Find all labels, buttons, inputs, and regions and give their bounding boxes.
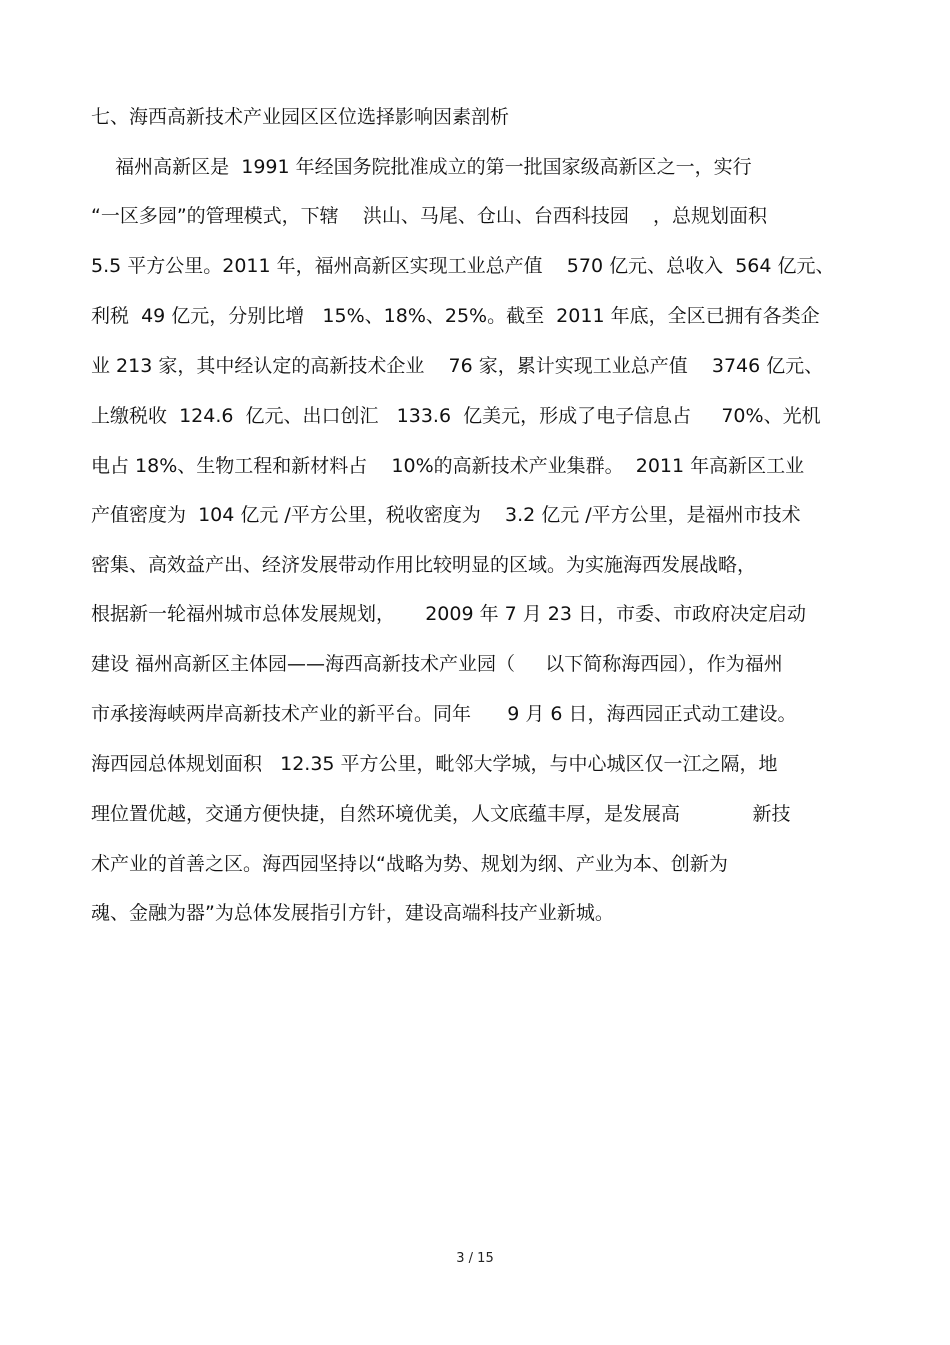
paragraph-line: 建设 福州高新区主体园——海西高新技术产业园（ 以下简称海西园），作为福州 bbox=[91, 653, 783, 675]
page-number: 3 / 15 bbox=[456, 1251, 494, 1266]
paragraph-line: 福州高新区是 1991 年经国务院批准成立的第一批国家级高新区之一，实行 bbox=[91, 156, 752, 178]
paragraph-line: 上缴税收 124.6 亿元、出口创汇 133.6 亿美元，形成了电子信息占 70%、光机 bbox=[91, 405, 821, 427]
paragraph-line: 利税 49 亿元，分别比增 15%、18%、25%。截至 2011 年底，全区已拥有各类企 bbox=[91, 305, 820, 327]
paragraph-line: 术产业的首善之区。海西园坚持以“战略为势、规划为纲、产业为本、创新为 bbox=[91, 853, 728, 875]
section-heading: 七、海西高新技术产业园区区位选择影响因素剖析 bbox=[91, 106, 510, 128]
paragraph-line: “一区多园”的管理模式，下辖 洪山、马尾、仓山、台西科技园 ，总规划面积 bbox=[91, 205, 768, 227]
paragraph-line: 5.5 平方公里。2011 年，福州高新区实现工业总产值 570 亿元、总收入 564 亿元、 bbox=[91, 255, 835, 277]
paragraph-line: 理位置优越，交通方便快捷，自然环境优美，人文底蕴丰厚，是发展高 新技 bbox=[91, 803, 791, 825]
paragraph-line: 密集、高效益产出、经济发展带动作用比较明显的区域。为实施海西发展战略， bbox=[91, 554, 757, 576]
paragraph-line: 市承接海峡两岸高新技术产业的新平台。同年 9 月 6 日，海西园正式动工建设。 bbox=[91, 703, 797, 725]
paragraph-line: 根据新一轮福州城市总体发展规划， 2009 年 7 月 23 日，市委、市政府决定启动 bbox=[91, 603, 807, 625]
paragraph-line: 海西园总体规划面积 12.35 平方公里，毗邻大学城，与中心城区仅一江之隔，地 bbox=[91, 753, 778, 775]
paragraph-line: 电占 18%、生物工程和新材料占 10%的高新技术产业集群。 2011 年高新区工业 bbox=[91, 455, 805, 477]
paragraph-line: 魂、金融为器”为总体发展指引方针，建设高端科技产业新城。 bbox=[91, 902, 614, 924]
paragraph-line: 产值密度为 104 亿元 /平方公里，税收密度为 3.2 亿元 /平方公里，是福州市技术 bbox=[91, 504, 801, 526]
paragraph-line: 业 213 家，其中经认定的高新技术企业 76 家，累计实现工业总产值 3746 亿元、 bbox=[91, 355, 824, 377]
